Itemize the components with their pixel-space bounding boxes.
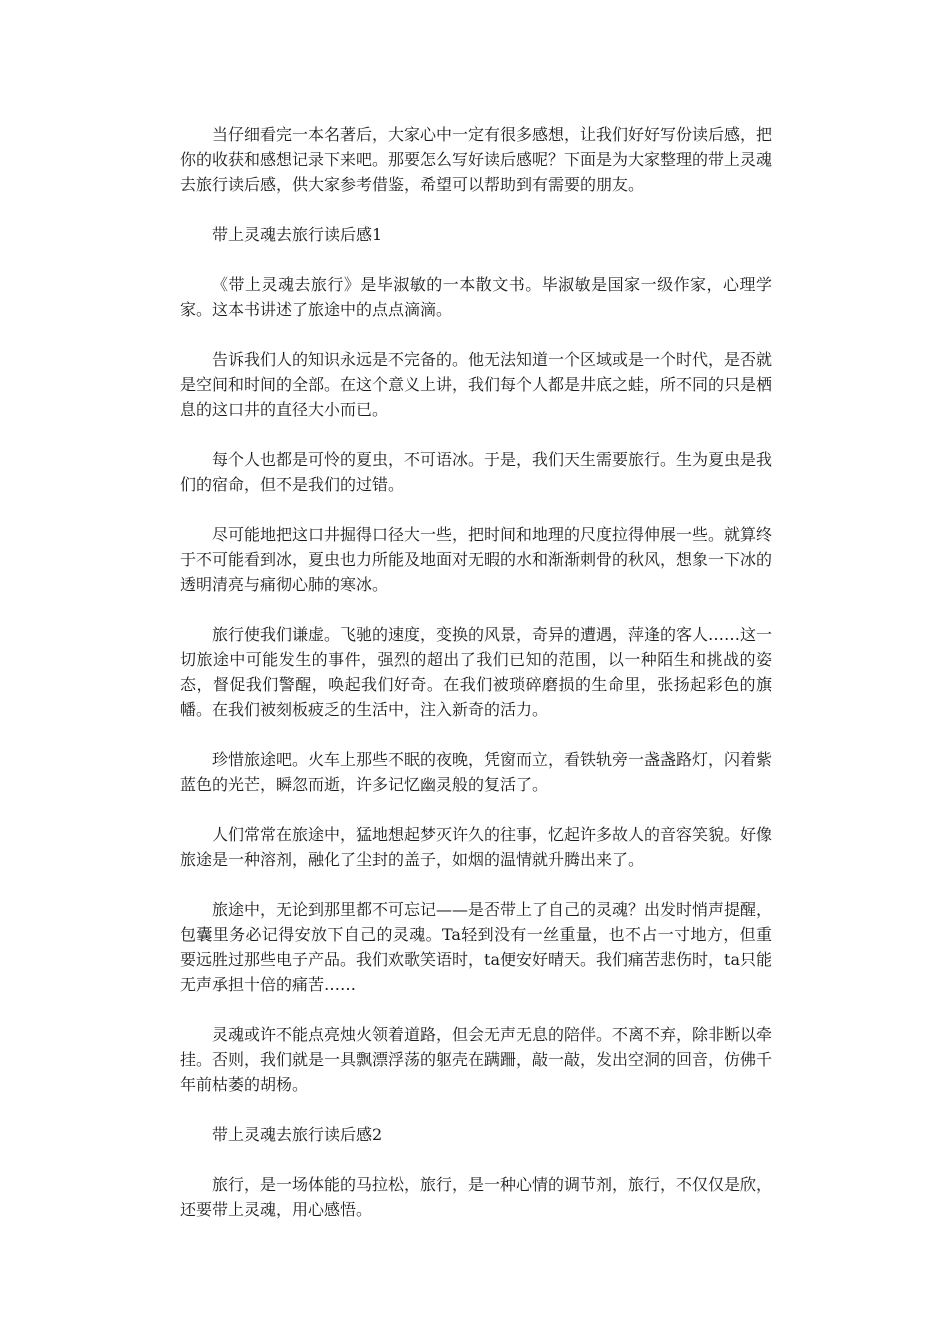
- paragraph: 告诉我们人的知识永远是不完备的。他无法知道一个区域或是一个时代，是否就是空间和时间的全部。在这个意义上讲，我们每个人都是井底之蛙，所不同的只是栖息的这口井的直径大小而已。: [180, 350, 773, 419]
- paragraph: 珍惜旅途吧。火车上那些不眠的夜晚，凭窗而立，看铁轨旁一盏盏路灯，闪着紫蓝色的光芒，瞬忽而逝，许多记忆幽灵般的复活了。: [180, 750, 773, 794]
- paragraph: 旅行，是一场体能的马拉松，旅行，是一种心情的调节剂，旅行，不仅仅是欣，还要带上灵魂，用心感悟。: [180, 1175, 773, 1219]
- paragraph: 尽可能地把这口井掘得口径大一些，把时间和地理的尺度拉得伸展一些。就算终于不可能看到冰，夏虫也力所能及地面对无暇的水和渐渐刺骨的秋风，想象一下冰的透明清亮与痛彻心肺的寒冰。: [180, 525, 773, 594]
- paragraph: 旅行使我们谦虚。飞驰的速度，变换的风景，奇异的遭遇，萍逢的客人……这一切旅途中可能发生的事件，强烈的超出了我们已知的范围，以一种陌生和挑战的姿态，督促我们警醒，唤起我们好奇。在我们被琐碎磨损的生命里，张扬起彩色的旗幡。在我们被刻板疲乏的生活中，注入新奇的活力。: [180, 625, 773, 719]
- paragraph: 《带上灵魂去旅行》是毕淑敏的一本散文书。毕淑敏是国家一级作家，心理学家。这本书讲述了旅途中的点点滴滴。: [180, 275, 772, 319]
- intro-paragraph: 当仔细看完一本名著后，大家心中一定有很多感想，让我们好好写份读后感，把你的收获和感想记录下来吧。那要怎么写好读后感呢？下面是为大家整理的带上灵魂去旅行读后感，供大家参考借鉴，希望可以帮助到有需要的朋友。: [180, 125, 773, 194]
- section-heading-1: 带上灵魂去旅行读后感1: [212, 225, 383, 244]
- document-body: [180, 122, 772, 1247]
- section-heading-2: 带上灵魂去旅行读后感2: [212, 1125, 383, 1144]
- paragraph: 旅途中，无论到那里都不可忘记——是否带上了自己的灵魂？出发时悄声提醒，包囊里务必记得安放下自己的灵魂。Ta轻到没有一丝重量，也不占一寸地方，但重要远胜过那些电子产品。我们欢歌笑语时，ta便安好晴天。我们痛苦悲伤时，ta只能无声承担十倍的痛苦……: [180, 900, 773, 994]
- paragraph: 灵魂或许不能点亮烛火领着道路，但会无声无息的陪伴。不离不弃，除非断以牵挂。否则，我们就是一具飘漂浮荡的躯壳在蹒跚，敲一敲，发出空洞的回音，仿佛千年前枯萎的胡杨。: [180, 1025, 773, 1094]
- paragraph: 每个人也都是可怜的夏虫，不可语冰。于是，我们天生需要旅行。生为夏虫是我们的宿命，但不是我们的过错。: [180, 450, 773, 494]
- paragraph: 人们常常在旅途中，猛地想起梦灭许久的往事，忆起许多故人的音容笑貌。好像旅途是一种溶剂，融化了尘封的盖子，如烟的温情就升腾出来了。: [180, 825, 773, 869]
